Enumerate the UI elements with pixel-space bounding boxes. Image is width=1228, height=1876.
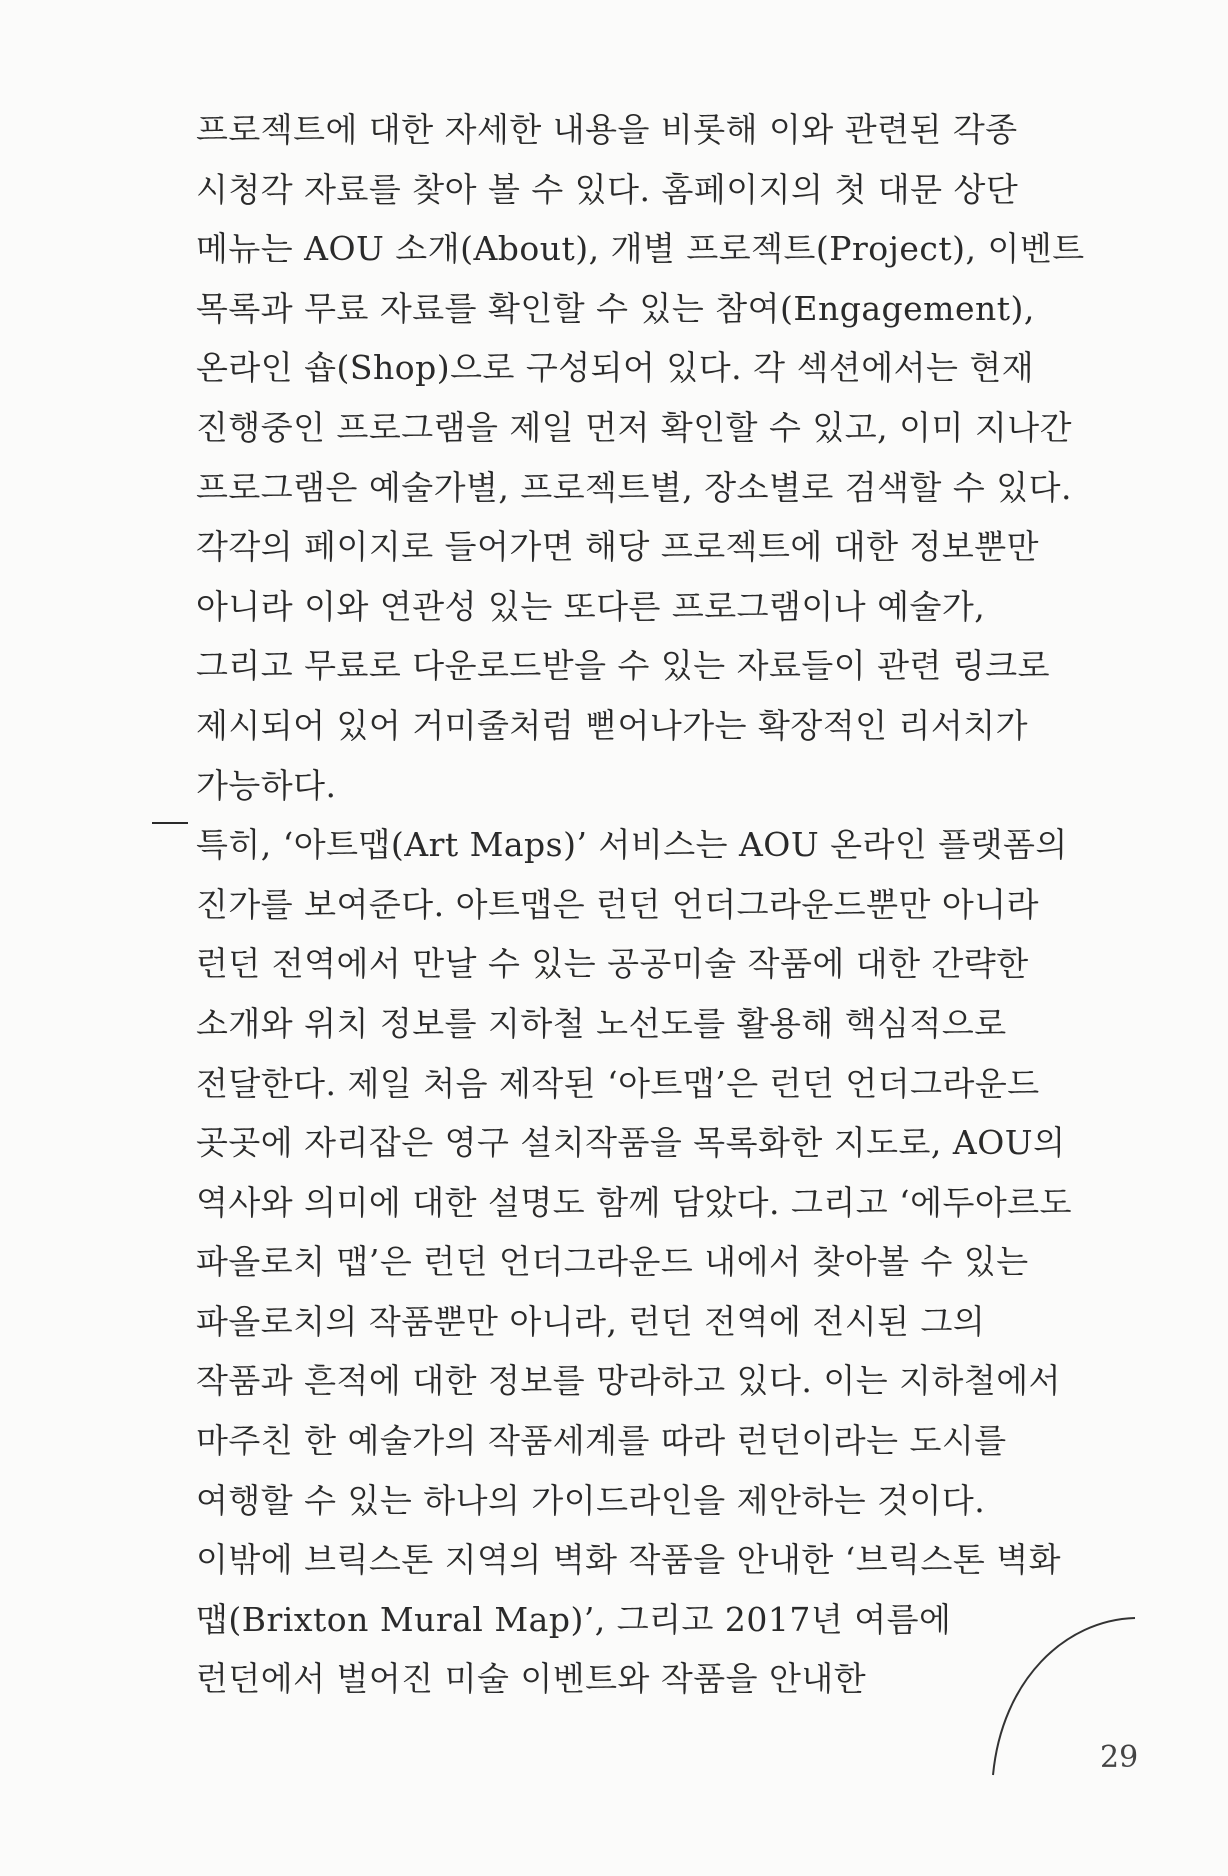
text-line: 마주친 한 예술가의 작품세계를 따라 런던이라는 도시를 bbox=[196, 1421, 1007, 1461]
text-line: 프로그램은 예술가별, 프로젝트별, 장소별로 검색할 수 있다. bbox=[196, 467, 1072, 507]
text-line: 맵(Brixton Mural Map)’, 그리고 2017년 여름에 bbox=[196, 1599, 952, 1639]
text-line: 역사와 의미에 대한 설명도 함께 담았다. 그리고 ‘에두아르도 bbox=[196, 1182, 1072, 1222]
text-line: 그리고 무료로 다운로드받을 수 있는 자료들이 관련 링크로 bbox=[196, 646, 1050, 686]
text-line: 아니라 이와 연관성 있는 또다른 프로그램이나 예술가, bbox=[196, 586, 986, 626]
text-line: 온라인 숍(Shop)으로 구성되어 있다. 각 섹션에서는 현재 bbox=[196, 348, 1035, 388]
text-line: 목록과 무료 자료를 확인할 수 있는 참여(Engagement), bbox=[196, 288, 1035, 328]
text-line: 이밖에 브릭스톤 지역의 벽화 작품을 안내한 ‘브릭스톤 벽화 bbox=[196, 1540, 1061, 1580]
text-line: 여행할 수 있는 하나의 가이드라인을 제안하는 것이다. bbox=[196, 1480, 986, 1520]
text-line: 특히, ‘아트맵(Art Maps)’ 서비스는 AOU 온라인 플랫폼의 bbox=[196, 825, 1068, 865]
body-text bbox=[196, 100, 1126, 1709]
page-number: 29 bbox=[1100, 1740, 1139, 1775]
text-line: 가능하다. bbox=[196, 765, 337, 805]
text-line: 프로젝트에 대한 자세한 내용을 비롯해 이와 관련된 각종 bbox=[196, 110, 1018, 149]
text-line: 각각의 페이지로 들어가면 해당 프로젝트에 대한 정보뿐만 bbox=[196, 527, 1040, 567]
text-line: 작품과 흔적에 대한 정보를 망라하고 있다. 이는 지하철에서 bbox=[196, 1361, 1061, 1401]
text-line: 파올로치의 작품뿐만 아니라, 런던 전역에 전시된 그의 bbox=[196, 1301, 986, 1341]
text-line: 메뉴는 AOU 소개(About), 개별 프로젝트(Project), 이벤트 bbox=[196, 229, 1085, 269]
text-line: 제시되어 있어 거미줄처럼 뻗어나가는 확장적인 리서치가 bbox=[196, 705, 1029, 745]
text-line: 전달한다. 제일 처음 제작된 ‘아트맵’은 런던 언더그라운드 bbox=[196, 1063, 1040, 1103]
text-line: 진가를 보여준다. 아트맵은 런던 언더그라운드뿐만 아니라 bbox=[196, 884, 1040, 924]
text-line: 소개와 위치 정보를 지하철 노선도를 활용해 핵심적으로 bbox=[196, 1003, 1007, 1043]
text-line: 런던 전역에서 만날 수 있는 공공미술 작품에 대한 간략한 bbox=[196, 944, 1029, 984]
paragraph-dash-marker bbox=[152, 822, 188, 824]
text-line: 파올로치 맵’은 런던 언더그라운드 내에서 찾아볼 수 있는 bbox=[196, 1242, 1029, 1282]
text-line: 곳곳에 자리잡은 영구 설치작품을 목록화한 지도로, AOU의 bbox=[196, 1123, 1066, 1163]
text-line: 런던에서 벌어진 미술 이벤트와 작품을 안내한 bbox=[196, 1659, 867, 1699]
text-line: 진행중인 프로그램을 제일 먼저 확인할 수 있고, 이미 지나간 bbox=[196, 407, 1072, 447]
text-line: 시청각 자료를 찾아 볼 수 있다. 홈페이지의 첫 대문 상단 bbox=[196, 169, 1019, 209]
